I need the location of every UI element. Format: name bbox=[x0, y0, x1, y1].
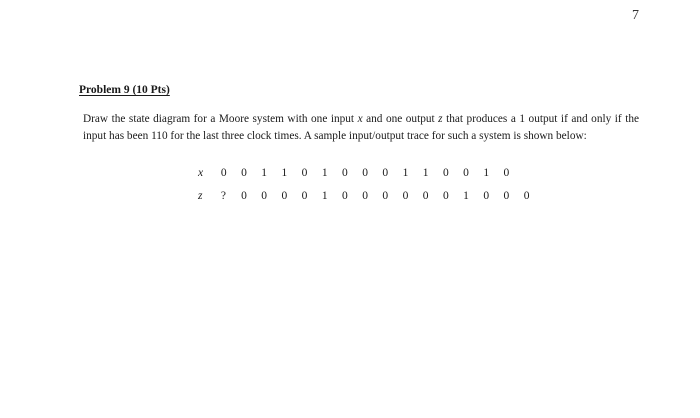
statement-text-3: that produces a 1 output if and only if the input has been 110 for the last three clock times. A sample input/output trace for such a system is shown below: bbox=[83, 113, 639, 142]
output-trace-value: 0 bbox=[301, 190, 308, 202]
output-trace-cell bbox=[261, 190, 281, 202]
output-trace-value: 0 bbox=[281, 190, 288, 202]
output-trace-value: 0 bbox=[342, 190, 348, 202]
input-trace-cell bbox=[281, 167, 301, 179]
output-trace-cell bbox=[302, 190, 322, 202]
input-trace-value: 0 bbox=[503, 167, 510, 179]
input-trace-values bbox=[221, 167, 524, 179]
input-trace-value: 1 bbox=[261, 167, 267, 179]
output-trace-value: 0 bbox=[442, 190, 449, 202]
statement-text-2: and one output bbox=[362, 113, 439, 125]
input-trace-value: 0 bbox=[463, 167, 469, 179]
output-trace-cell bbox=[403, 190, 423, 202]
output-trace-values bbox=[221, 190, 544, 202]
output-trace-cell bbox=[362, 190, 382, 202]
output-trace-cell bbox=[281, 190, 301, 202]
input-trace-value: 0 bbox=[362, 167, 368, 179]
output-trace-cell bbox=[322, 190, 342, 202]
output-trace-value: 0 bbox=[241, 190, 247, 202]
input-trace-cell bbox=[423, 167, 443, 179]
input-trace-cell bbox=[382, 167, 402, 179]
input-trace-cell bbox=[362, 167, 382, 179]
output-trace-row bbox=[198, 190, 544, 202]
output-trace-cell bbox=[524, 190, 544, 202]
output-trace-value: ? bbox=[220, 190, 226, 202]
output-trace-cell bbox=[443, 190, 463, 202]
output-trace-cell bbox=[241, 190, 261, 202]
input-trace-value: 0 bbox=[342, 167, 348, 179]
input-trace-value: 0 bbox=[442, 167, 449, 179]
output-trace-value: 0 bbox=[382, 190, 389, 202]
input-trace-value: 0 bbox=[241, 167, 247, 179]
input-trace-cell bbox=[302, 167, 322, 179]
output-trace-value: 1 bbox=[321, 190, 328, 202]
output-trace-cell bbox=[504, 190, 524, 202]
problem-statement bbox=[83, 111, 639, 144]
input-trace-cell bbox=[504, 167, 524, 179]
output-trace-cell bbox=[221, 190, 241, 202]
input-trace-value: 1 bbox=[321, 167, 328, 179]
input-trace-value: 1 bbox=[483, 167, 490, 179]
input-trace-cell bbox=[241, 167, 261, 179]
output-trace-value: 0 bbox=[422, 190, 429, 202]
input-trace-value: 0 bbox=[301, 167, 308, 179]
input-trace-value: 0 bbox=[220, 167, 227, 179]
output-trace-label: z bbox=[198, 190, 203, 202]
output-trace-value: 0 bbox=[402, 190, 409, 202]
problem-heading: Problem 9 (10 Pts) bbox=[79, 84, 170, 96]
output-trace-value: 1 bbox=[463, 190, 469, 202]
input-trace-value: 1 bbox=[422, 167, 429, 179]
input-trace-value: 1 bbox=[281, 167, 288, 179]
input-trace-label: x bbox=[198, 167, 204, 179]
input-trace-value: 0 bbox=[382, 167, 389, 179]
output-trace-cell bbox=[423, 190, 443, 202]
input-trace-row bbox=[198, 167, 524, 179]
input-trace-cell bbox=[221, 167, 241, 179]
output-trace-value: 0 bbox=[483, 190, 490, 202]
output-variable: z bbox=[438, 113, 443, 125]
input-trace-value: 1 bbox=[402, 167, 409, 179]
input-trace-cell bbox=[463, 167, 483, 179]
input-trace-cell bbox=[261, 167, 281, 179]
statement-text-1: Draw the state diagram for a Moore system with one input bbox=[83, 113, 358, 125]
input-trace-cell bbox=[443, 167, 463, 179]
output-trace-cell bbox=[463, 190, 483, 202]
input-trace-cell bbox=[342, 167, 362, 179]
output-trace-value: 0 bbox=[503, 190, 510, 202]
output-trace-cell bbox=[382, 190, 402, 202]
output-trace-value: 0 bbox=[362, 190, 368, 202]
output-trace-cell bbox=[342, 190, 362, 202]
output-trace-value: 0 bbox=[261, 190, 267, 202]
page-number: 7 bbox=[632, 8, 639, 23]
input-variable: x bbox=[357, 113, 363, 125]
input-trace-cell bbox=[483, 167, 503, 179]
output-trace-cell bbox=[483, 190, 503, 202]
input-trace-cell bbox=[322, 167, 342, 179]
input-trace-cell bbox=[403, 167, 423, 179]
output-trace-value: 0 bbox=[523, 190, 530, 202]
